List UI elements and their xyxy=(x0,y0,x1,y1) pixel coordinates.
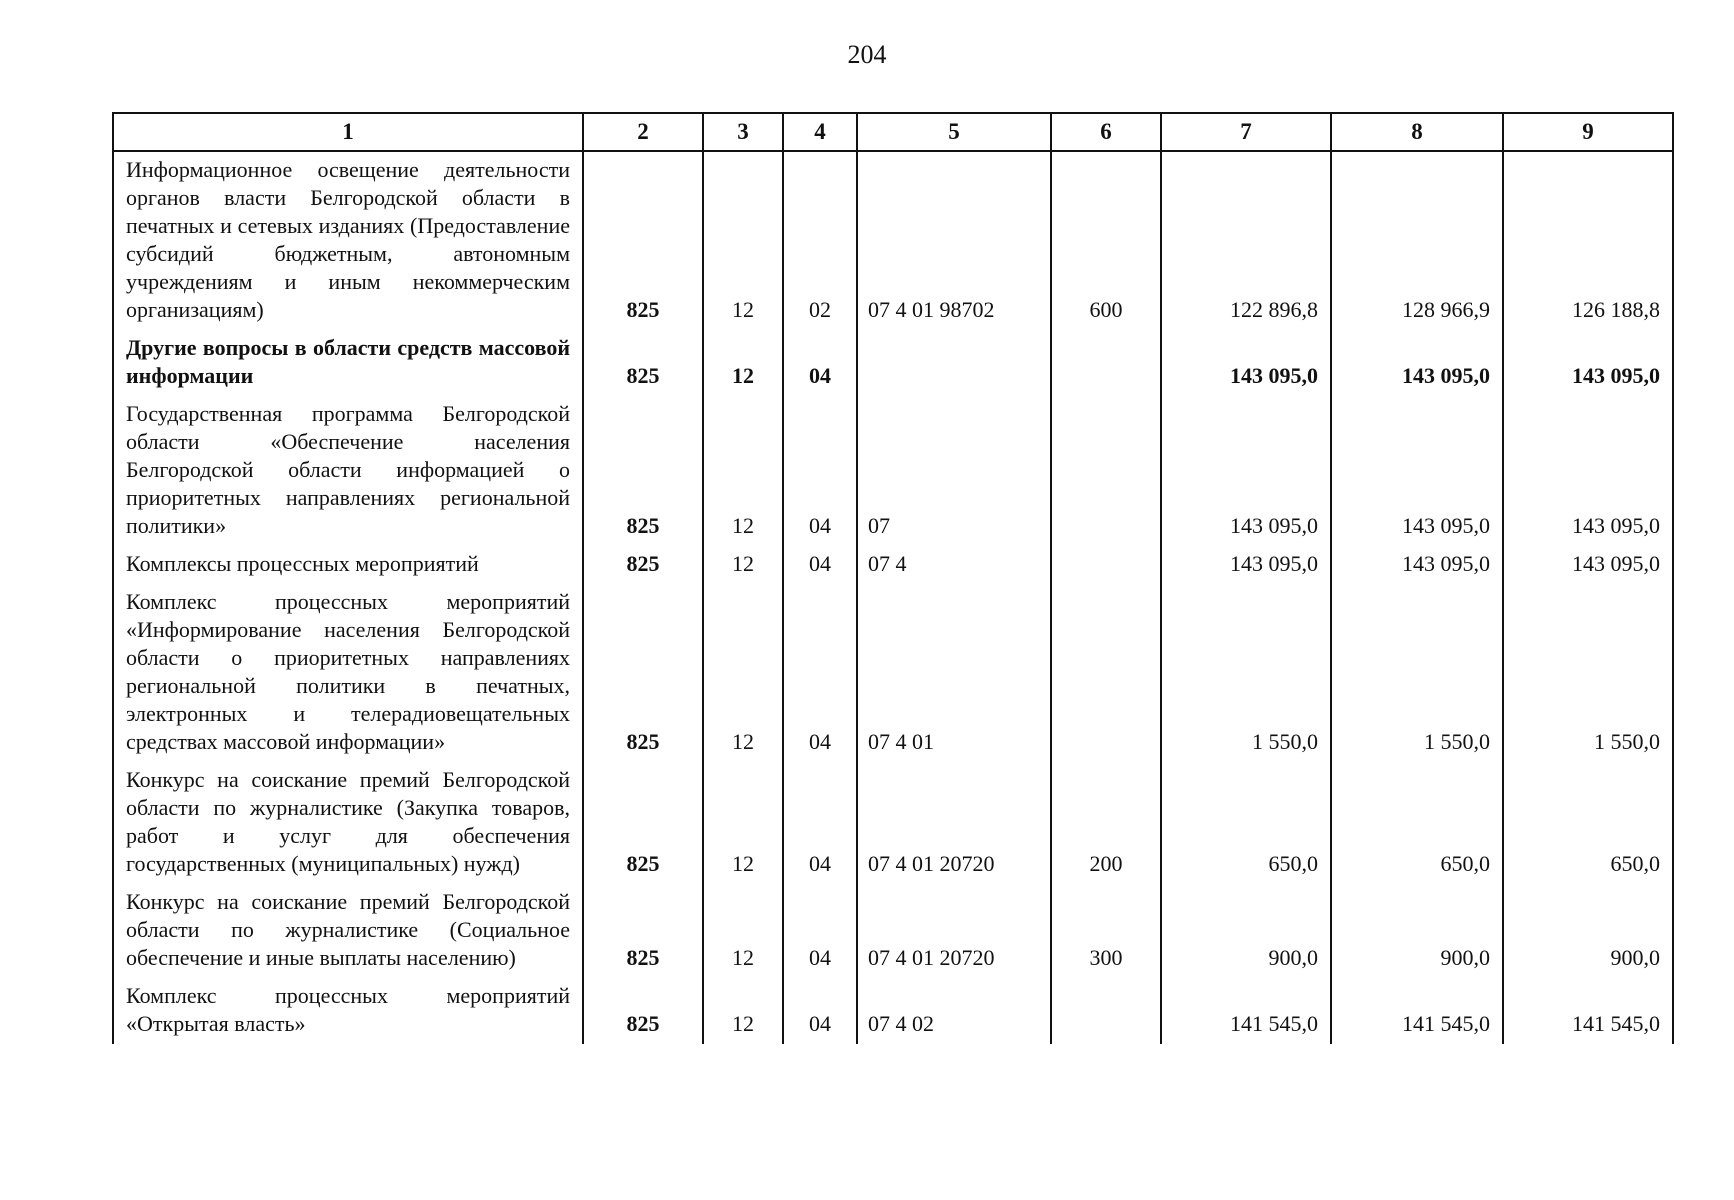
row-name: Информационное освещение деятельности органов власти Белгородской области в печатных и сетевых изданиях (Предоставление субсидий бюджетным, автономным учреждениям и иным некоммерческим организациям) xyxy=(113,151,583,330)
row-csr: 07 4 02 xyxy=(857,978,1051,1044)
row-pr: 04 xyxy=(783,330,857,396)
row-vr xyxy=(1051,396,1161,546)
header-cell-6: 6 xyxy=(1051,113,1161,151)
row-vr xyxy=(1051,330,1161,396)
row-csr xyxy=(857,330,1051,396)
header-cell-2: 2 xyxy=(583,113,703,151)
row-csr: 07 4 01 20720 xyxy=(857,884,1051,978)
row-name: Государственная программа Белгородской области «Обеспечение населения Белгородской области информацией о приоритетных направлениях региональной политики» xyxy=(113,396,583,546)
row-name: Конкурс на соискание премий Белгородской области по журналистике (Закупка товаров, работ и услуг для обеспечения государственных (муниципальных) нужд) xyxy=(113,762,583,884)
row-sum-year3: 1 550,0 xyxy=(1503,584,1673,762)
row-ved: 825 xyxy=(583,978,703,1044)
budget-table xyxy=(112,112,1674,1044)
table-row xyxy=(113,584,1673,762)
row-sum-year3: 650,0 xyxy=(1503,762,1673,884)
row-csr: 07 4 01 20720 xyxy=(857,762,1051,884)
row-sum-year2: 1 550,0 xyxy=(1331,584,1503,762)
row-rz: 12 xyxy=(703,884,783,978)
row-vr: 600 xyxy=(1051,151,1161,330)
row-sum-year2: 143 095,0 xyxy=(1331,546,1503,584)
header-cell-5: 5 xyxy=(857,113,1051,151)
header-cell-8: 8 xyxy=(1331,113,1503,151)
row-pr: 04 xyxy=(783,584,857,762)
row-name: Комплекс процессных мероприятий «Открытая власть» xyxy=(113,978,583,1044)
page-number: 204 xyxy=(847,40,887,69)
row-ved: 825 xyxy=(583,884,703,978)
row-sum-year1: 900,0 xyxy=(1161,884,1331,978)
row-csr: 07 4 01 xyxy=(857,584,1051,762)
row-rz: 12 xyxy=(703,978,783,1044)
row-pr: 04 xyxy=(783,546,857,584)
header-cell-9: 9 xyxy=(1503,113,1673,151)
row-rz: 12 xyxy=(703,396,783,546)
row-sum-year1: 650,0 xyxy=(1161,762,1331,884)
table-row xyxy=(113,546,1673,584)
row-vr xyxy=(1051,584,1161,762)
table-row xyxy=(113,978,1673,1044)
row-sum-year1: 1 550,0 xyxy=(1161,584,1331,762)
row-pr: 04 xyxy=(783,884,857,978)
row-pr: 04 xyxy=(783,762,857,884)
row-csr: 07 4 01 98702 xyxy=(857,151,1051,330)
row-sum-year2: 900,0 xyxy=(1331,884,1503,978)
row-pr: 02 xyxy=(783,151,857,330)
header-cell-3: 3 xyxy=(703,113,783,151)
row-ved: 825 xyxy=(583,584,703,762)
row-csr: 07 4 xyxy=(857,546,1051,584)
header-cell-7: 7 xyxy=(1161,113,1331,151)
row-sum-year3: 126 188,8 xyxy=(1503,151,1673,330)
row-name: Комплекс процессных мероприятий «Информирование населения Белгородской области о приоритетных направлениях региональной политики в печатных, электронных и телерадиовещательных средствах массовой информации» xyxy=(113,584,583,762)
row-pr: 04 xyxy=(783,396,857,546)
row-ved: 825 xyxy=(583,546,703,584)
row-rz: 12 xyxy=(703,584,783,762)
row-sum-year3: 900,0 xyxy=(1503,884,1673,978)
row-vr xyxy=(1051,978,1161,1044)
row-csr: 07 xyxy=(857,396,1051,546)
row-sum-year2: 650,0 xyxy=(1331,762,1503,884)
row-ved: 825 xyxy=(583,762,703,884)
row-sum-year2: 141 545,0 xyxy=(1331,978,1503,1044)
row-sum-year3: 143 095,0 xyxy=(1503,330,1673,396)
header-cell-1: 1 xyxy=(113,113,583,151)
header-cell-4: 4 xyxy=(783,113,857,151)
row-pr: 04 xyxy=(783,978,857,1044)
table-row xyxy=(113,884,1673,978)
row-name: Другие вопросы в области средств массовой информации xyxy=(113,330,583,396)
row-vr: 300 xyxy=(1051,884,1161,978)
row-sum-year2: 128 966,9 xyxy=(1331,151,1503,330)
row-rz: 12 xyxy=(703,546,783,584)
row-sum-year1: 143 095,0 xyxy=(1161,330,1331,396)
row-sum-year2: 143 095,0 xyxy=(1331,396,1503,546)
row-sum-year3: 143 095,0 xyxy=(1503,396,1673,546)
row-ved: 825 xyxy=(583,151,703,330)
row-sum-year2: 143 095,0 xyxy=(1331,330,1503,396)
header-row xyxy=(113,113,1673,151)
row-sum-year3: 143 095,0 xyxy=(1503,546,1673,584)
row-rz: 12 xyxy=(703,762,783,884)
row-sum-year1: 143 095,0 xyxy=(1161,546,1331,584)
row-name: Комплексы процессных мероприятий xyxy=(113,546,583,584)
table-row xyxy=(113,762,1673,884)
row-vr: 200 xyxy=(1051,762,1161,884)
row-sum-year1: 143 095,0 xyxy=(1161,396,1331,546)
table-row xyxy=(113,330,1673,396)
row-sum-year1: 141 545,0 xyxy=(1161,978,1331,1044)
row-rz: 12 xyxy=(703,151,783,330)
row-name: Конкурс на соискание премий Белгородской области по журналистике (Социальное обеспечение и иные выплаты населению) xyxy=(113,884,583,978)
row-ved: 825 xyxy=(583,330,703,396)
table-row xyxy=(113,396,1673,546)
row-sum-year1: 122 896,8 xyxy=(1161,151,1331,330)
row-rz: 12 xyxy=(703,330,783,396)
table-row xyxy=(113,151,1673,330)
row-ved: 825 xyxy=(583,396,703,546)
row-vr xyxy=(1051,546,1161,584)
row-sum-year3: 141 545,0 xyxy=(1503,978,1673,1044)
